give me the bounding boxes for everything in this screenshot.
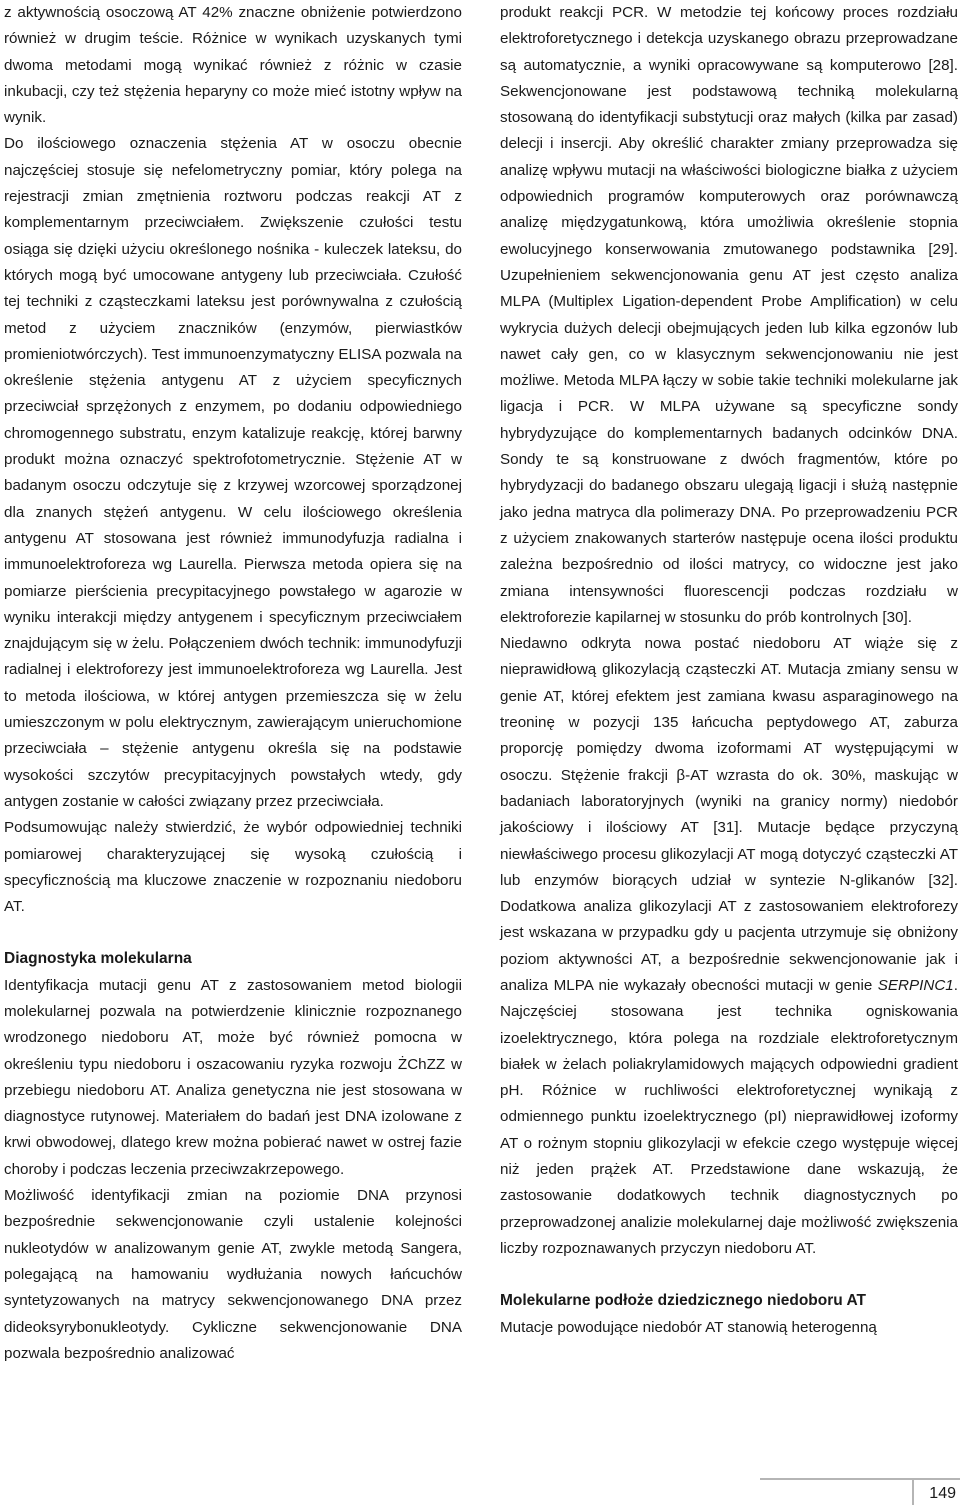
section-heading-molecular-basis: Molekularne podłoże dziedzicznego niedoboru AT [500, 1292, 866, 1310]
footer-rule [760, 1478, 960, 1480]
paragraph-functional-tests: z aktywnością osoczową AT 42% znaczne obniżenie potwierdzono również w drugim teście. Różnice w wynikach uzyskanych tymi dwoma metodami mogą wynikać również z różnic w czasie inkubacji, czy też stężenia heparyny co może mieć istotny wpływ na wynik. [4, 4, 462, 127]
section-spacer [500, 1262, 958, 1288]
page-number: 149 [929, 1485, 956, 1502]
gene-name-serpinc1: SERPINC1 [877, 976, 954, 994]
paragraph-mutation-identification: Identyfikacja mutacji genu AT z zastosowaniem metod biologii molekularnej pozwala na potwierdzenie klinicznie rozpoznanego wrodzonego niedoboru AT, może być również pomocna w określeniu typu niedoboru i oszacowaniu ryzyka rozwoju ŻChZZ w przebiegu niedoboru AT. Analiza genetyczna nie jest stosowana w diagnostyce rutynowej. Materiałem do badań jest DNA izolowane z krwi obwodowej, dlatego krew można pobierać nawet w ostrej fazie choroby i podczas leczenia przeciwzakrzepowego. [4, 976, 462, 1178]
right-column [500, 0, 958, 1341]
footer-rule-vertical [912, 1478, 914, 1505]
section-spacer [4, 920, 462, 946]
section-heading-molecular-diagnostics: Diagnostyka molekularna [4, 950, 192, 968]
paragraph-sequencing: Możliwość identyfikacji zmian na poziomie DNA przynosi bezpośrednie sekwencjonowanie czyli ustalenie kolejności nukleotydów w analizowanym genie AT, zwykle metodą Sangera, polegającą na hamowaniu wydłużania nowych łańcuchów syntetyzowanych na matrycy sekwencjonowanego DNA przez dideoksyrybonukleotydy. Cykliczne sekwencjonowanie DNA pozwala bezpośrednio analizować [4, 1187, 462, 1362]
glycosylation-text-b: . Najczęściej stosowana jest technika ogniskowania izoelektrycznego, która polega na rozdziale elektroforetycznym białek w żelach poliakrylamidowych mających odpowiedni gradient pH. Różnice w ruchliwości elektroforetycznej wynikają z odmiennego punktu izoelektrycznego (pI) nieprawidłowej izoformy AT o rożnym stopniu glikozylacji w efekcie czego występuje więcej niż jeden prążek AT. Przedstawione dane wskazują, że zastosowanie dodatkowych technik diagnostycznych po przeprowadzonej analizie molekularnej daje możliwość zwiększenia liczby rozpoznawanych przyczyn niedoboru AT. [500, 976, 958, 1257]
paragraph-mutations: Mutacje powodujące niedobór AT stanowią heterogenną [500, 1318, 877, 1336]
left-column [4, 0, 462, 1367]
paragraph-summary: Podsumowując należy stwierdzić, że wybór odpowiedniej techniki pomiarowej charakteryzującej się wysoką czułością i specyficznością ma kluczowe znaczenie w rozpoznaniu niedoboru AT. [4, 819, 462, 916]
paragraph-glycosylation [500, 631, 958, 1262]
paragraph-sequencing-continued: produkt reakcji PCR. W metodzie tej końcowy proces rozdziału elektroforetycznego i detekcja uzyskanego obrazu przeprowadzane są automatycznie, a wyniki opracowywane są komputerowo [28]. Sekwencjonowane jest podstawową techniką molekularną stosowaną do identyfikacji substytucji oraz małych (kilka par zasad) delecji i insercji. Aby określić charakter zmiany przeprowadza się analizę wpływu mutacji na właściwości biologiczne białka z użyciem odpowiednich programów komputerowych oraz porównawczą analizę międzygatunkową, która umożliwia określenie stopnia ewolucyjnego konserwowania zmutowanego podstawnika [29]. Uzupełnieniem sekwencjonowania genu AT jest często analiza MLPA (Multiplex Ligation-dependent Probe Amplification) w celu wykrycia dużych delecji obejmujących jeden lub kilka egzonów lub nawet cały gen, co w klasycznym sekwencjonowaniu nie jest możliwe. Metoda MLPA łączy w sobie takie techniki molekularne jak ligacja i PCR. W MLPA używane są specyficzne sondy hybrydyzujące do komplementarnych badanych odcinków DNA. Sondy te są konstruowane z dwóch fragmentów, które po hybrydyzacji do badanego obszaru ulegają ligacji i służą następnie jako jedna matryca dla polimerazy DNA. Po przeprowadzeniu PCR z użyciem znakowanych starterów następuje ocena ilości produktu zależna bezpośrednio od ilości matrycy, co widoczne jest jako zmiana intensywności fluorescencji podczas rozdziału w elektroforezie kapilarnej w stosunku do prób kontrolnych [30]. [500, 4, 958, 626]
paragraph-quantitative-methods: Do ilościowego oznaczenia stężenia AT w osoczu obecnie najczęściej stosuje się nefelometryczny pomiar, który polega na rejestracji zmian zmętnienia roztworu podczas reakcji AT z komplementarnym przeciwciałem. Zwiększenie czułości testu osiąga się dzięki użyciu określonego nośnika - kuleczek lateksu, do których mogą być umocowane antygeny lub przeciwciała. Czułość tej techniki z cząsteczkami lateksu jest porównywalna z czułością metod z użyciem znaczników (enzymów, pierwiastków promieniotwórczych). Test immunoenzymatyczny ELISA pozwala na określenie stężenia antygenu AT z użyciem specyficznych przeciwciał sprzężonych z enzymem, po dodaniu odpowiedniego chromogennego substratu, enzym katalizuje reakcję, której barwny produkt można oznaczyć spektrofotometrycznie. Stężenie AT w badanym osoczu odczytuje się z krzywej wzorcowej sporządzonej dla znanych stężeń antygenu. W celu ilościowego określenia antygenu AT stosowana jest również immunodyfuzja radialna i immunoelektroforeza wg Laurella. Pierwsza metoda opiera się na pomiarze pierścienia precypitacyjnego powstałego w agarozie w wyniku interakcji między antygenem i specyficznym przeciwciałem znajdującym się w żelu. Połączeniem dwóch technik: immunodyfuzji radialnej i elektroforezy jest immunoelektroforeza wg Laurella. Jest to metoda ilościowa, w której antygen przemieszcza się w żelu umieszczonym w polu elektrycznym, zawierającym unieruchomione przeciwciała – stężenie antygenu określa się na podstawie wysokości szczytów precypitacyjnych powstałych wtedy, gdy antygen zostanie w całości związany przez przeciwciała. [4, 135, 462, 810]
glycosylation-text-a: Niedawno odkryta nowa postać niedoboru AT wiąże się z nieprawidłową glikozylacją cząsteczki AT. Mutacja zmiany sensu w genie AT, której efektem jest zamiana kwasu asparaginowego na treoninę w pozycji 135 łańcucha peptydowego AT, zaburza proporcję pomiędzy dwoma izoformami AT występującymi w osoczu. Stężenie frakcji β-AT wzrasta do ok. 30%, maskując w badaniach laboratoryjnych (wyniki na granicy normy) niedobór jakościowy i ilościowy AT [31]. Mutacje będące przyczyną niewłaściwego procesu glikozylacji AT mogą dotyczyć cząsteczki AT lub enzymów biorących udział w syntezie N-glikanów [32]. Dodatkowa analiza glikozylacji AT z zastosowaniem elektroforezy jest wskazana w przypadku gdy u pacjenta utrzymuje się obniżony poziom aktywności AT, a bezpośrednie sekwencjonowanie jak i analiza MLPA nie wykazały obecności mutacji w genie [500, 635, 958, 994]
page-footer [760, 1478, 960, 1505]
